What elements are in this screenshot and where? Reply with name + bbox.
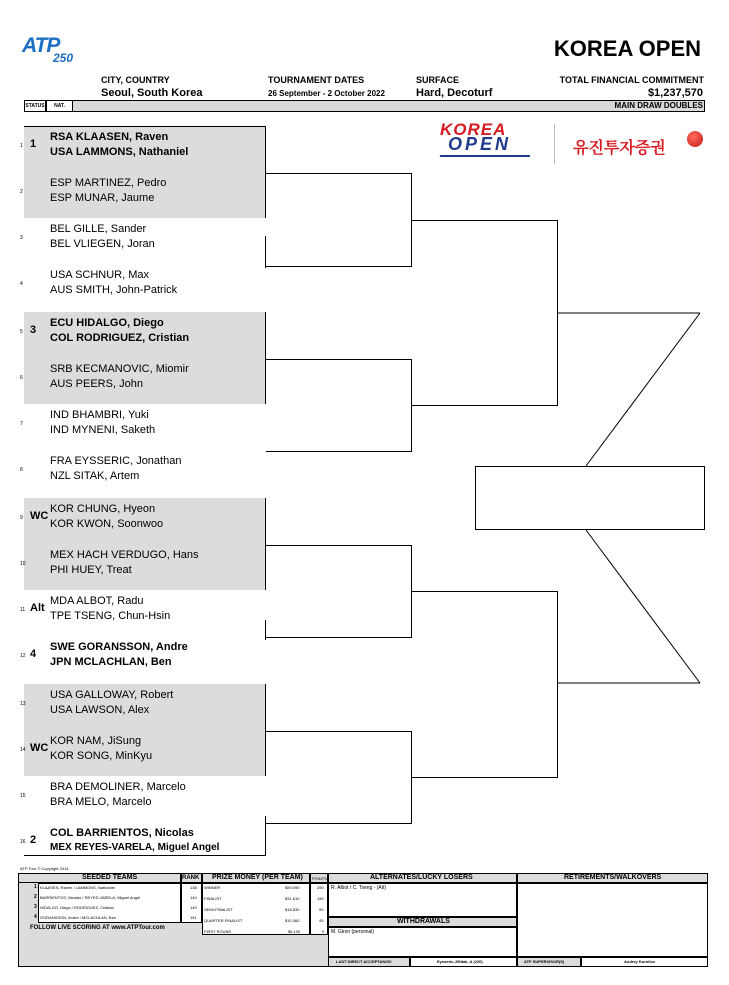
withdrawals-heading: WITHDRAWALS <box>397 918 450 925</box>
player-1: SRB KECMANOVIC, Miomir <box>50 363 189 375</box>
seed-rank: 144 <box>190 895 197 900</box>
seed-team: KLAASEN, Raven / LAMMONS, Nathaniel <box>40 885 115 890</box>
player-1: IND BHAMBRI, Yuki <box>50 409 149 421</box>
seed-team: GORANSSON, Andre / MCLACHLAN, Ben <box>40 915 117 920</box>
nat-column-header: NAT. <box>46 100 73 112</box>
copyright: ATP Tour © Copyright 2014 <box>20 866 69 871</box>
player-2: KOR KWON, Soonwoo <box>50 518 164 530</box>
player-2: MEX REYES-VARELA, Miguel Angel <box>50 842 220 853</box>
surface-value: Hard, Decoturf <box>416 87 493 99</box>
draw-entry <box>20 822 266 868</box>
seed-number: 1 <box>34 884 37 890</box>
player-2: JPN MCLACHLAN, Ben <box>50 656 172 668</box>
draw-entry <box>20 358 266 404</box>
draw-position: 9 <box>20 515 23 521</box>
seed-status: WC <box>30 742 49 754</box>
draw-position: 4 <box>20 281 23 287</box>
player-2: NZL SITAK, Artem <box>50 470 140 482</box>
player-2: USA LAWSON, Alex <box>50 704 150 716</box>
tournament-title: KOREA OPEN <box>553 36 701 61</box>
last-direct-value: Eysseric,J/Sitak, A (220) <box>437 959 483 964</box>
player-2: BEL VLIEGEN, Joran <box>50 238 155 250</box>
player-1: KOR CHUNG, Hyeon <box>50 503 156 515</box>
city-value: Seoul, South Korea <box>101 87 203 99</box>
prize-points: 250 <box>317 885 324 890</box>
draw-entry <box>20 450 266 496</box>
draw-entry <box>20 776 266 822</box>
player-1: KOR NAM, JiSung <box>50 735 142 747</box>
player-1: RSA KLAASEN, Raven <box>50 131 169 143</box>
seed-status: 4 <box>30 648 37 660</box>
draw-entry <box>20 264 266 310</box>
yujin-logo-icon <box>687 131 703 147</box>
seed-status: 3 <box>30 324 37 336</box>
retirements-heading: RETIREMENTS/WALKOVERS <box>564 874 662 881</box>
seed-team: BARRIENTOS, Nicolas / REYES-VARELA, Miguel Angel <box>40 895 141 900</box>
prize-round: FINALIST <box>204 896 222 901</box>
draw-entry <box>20 404 266 450</box>
draw-position: 6 <box>20 375 23 381</box>
player-1: BEL GILLE, Sander <box>50 223 147 235</box>
player-1: USA SCHNUR, Max <box>50 269 150 281</box>
city-label: CITY, COUNTRY <box>101 75 170 85</box>
follow-live-scoring: FOLLOW LIVE SCORING AT www.ATPTour.com <box>30 925 165 931</box>
draw-position: 2 <box>20 189 23 195</box>
player-2: USA LAMMONS, Nathaniel <box>50 146 189 158</box>
prize-money: $31,610 <box>285 896 300 901</box>
draw-position: 1 <box>20 143 23 149</box>
dates-label: TOURNAMENT DATES <box>268 75 365 85</box>
seed-number: 4 <box>34 914 37 920</box>
draw-position: 3 <box>20 235 23 241</box>
player-2: TPE TSENG, Chun-Hsin <box>50 610 171 622</box>
prize-heading: PRIZE MONEY (PER TEAM) <box>212 874 303 881</box>
player-2: COL RODRIGUEZ, Cristian <box>50 332 190 344</box>
seeded-heading: SEEDED TEAMS <box>82 874 138 881</box>
seed-rank: 138 <box>190 885 197 890</box>
draw-position: 13 <box>20 701 26 707</box>
draw-position: 8 <box>20 467 23 473</box>
surface-label: SURFACE <box>416 75 460 85</box>
prize-round: SEMI-FINALIST <box>204 907 233 912</box>
prize-round: QUARTER-FINALIST <box>204 918 243 923</box>
prize-round: WINNER <box>204 885 221 890</box>
draw-position: 11 <box>20 607 26 613</box>
prize-points: 0 <box>322 929 325 934</box>
points-heading: POINTS <box>312 876 327 881</box>
draw-position: 14 <box>20 747 26 753</box>
seed-number: 2 <box>34 894 37 900</box>
player-2: AUS PEERS, John <box>50 378 143 390</box>
prize-money: $6,100 <box>288 929 301 934</box>
player-2: KOR SONG, MinKyu <box>50 750 153 762</box>
commitment-value: $1,237,570 <box>647 87 703 99</box>
draw-position: 16 <box>20 839 26 845</box>
player-2: IND MYNENI, Saketh <box>50 424 156 436</box>
seed-rank: 149 <box>190 905 197 910</box>
player-1: MDA ALBOT, Radu <box>50 595 144 607</box>
player-2: PHI HUEY, Treat <box>50 564 132 576</box>
player-1: USA GALLOWAY, Robert <box>50 689 174 701</box>
seed-team: HIDALGO, Diego / RODRIGUEZ, Cristian <box>40 905 114 910</box>
commitment-label: TOTAL FINANCIAL COMMITMENT <box>559 75 704 85</box>
draw-entry <box>20 684 266 730</box>
player-2: ESP MUNAR, Jaume <box>50 192 155 204</box>
draw-position: 15 <box>20 793 26 799</box>
sponsor-divider <box>554 124 555 164</box>
prize-round: FIRST ROUND <box>204 929 232 934</box>
last-direct-label: LAST DIRECT ACCEPTANCE: <box>336 959 393 964</box>
draw-entry <box>20 730 266 776</box>
draw-entry <box>20 172 266 218</box>
open-logo-text: OPEN <box>448 134 512 154</box>
prize-money: $59,090 <box>285 885 300 890</box>
rank-heading: RANK <box>182 875 200 881</box>
prize-money: $10,360 <box>285 918 300 923</box>
draw-position: 5 <box>20 329 23 335</box>
player-1: ESP MARTINEZ, Pedro <box>50 177 167 189</box>
dates-value: 26 September - 2 October 2022 <box>268 89 385 98</box>
player-1: BRA DEMOLINER, Marcelo <box>50 781 186 793</box>
atp-250-logo <box>22 34 78 68</box>
atp-logo-250: 250 <box>53 51 74 65</box>
prize-points: 150 <box>317 896 324 901</box>
draw-entry <box>20 126 266 172</box>
player-1: MEX HACH VERDUGO, Hans <box>50 549 199 561</box>
seed-status: 2 <box>30 834 37 846</box>
draw-entry <box>20 218 266 264</box>
prize-money: $18,530 <box>285 907 300 912</box>
draw-position: 10 <box>20 561 26 567</box>
draw-entry <box>20 498 266 544</box>
korea-open-logo <box>440 122 540 162</box>
player-2: BRA MELO, Marcelo <box>50 796 152 808</box>
status-column-header: STATUS <box>24 100 46 112</box>
supervisor-label: ATP SUPERVISOR(S) <box>524 959 565 964</box>
seed-status: WC <box>30 510 49 522</box>
seed-status: 1 <box>30 138 37 150</box>
draw-entry <box>20 312 266 358</box>
draw-entry <box>20 636 266 682</box>
status-bar <box>24 100 705 112</box>
draw-position: 7 <box>20 421 23 427</box>
korea-logo-text: KOREA <box>440 120 507 139</box>
prize-points: 45 <box>319 918 324 923</box>
player-1: ECU HIDALGO, Diego <box>50 317 164 329</box>
draw-position: 12 <box>20 653 26 659</box>
yujin-logo-text: 유진투자증권 <box>573 138 666 157</box>
korea-open-swoosh <box>440 155 531 157</box>
player-1: SWE GORANSSON, Andre <box>50 641 188 653</box>
prize-points: 90 <box>319 907 324 912</box>
player-2: AUS SMITH, John-Patrick <box>50 284 178 296</box>
seed-rank: 151 <box>190 915 197 920</box>
supervisor-value: Andrey Kornilov <box>624 959 656 964</box>
draw-entry <box>20 590 266 636</box>
player-1: FRA EYSSERIC, Jonathan <box>50 455 182 467</box>
seed-status: Alt <box>30 602 45 614</box>
draw-entry <box>20 544 266 590</box>
player-1: COL BARRIENTOS, Nicolas <box>50 827 194 839</box>
alternate-entry: R. Albot / C. Tseng - (Alt) <box>331 885 386 891</box>
withdrawal-entry: M. Giron (personal) <box>331 929 375 935</box>
seed-number: 3 <box>34 904 37 910</box>
draw-type-label: MAIN DRAW DOUBLES <box>614 101 703 110</box>
alternates-heading: ALTERNATES/LUCKY LOSERS <box>370 874 473 881</box>
final-connectors <box>550 300 710 700</box>
atp-logo-text: ATP <box>22 34 60 57</box>
